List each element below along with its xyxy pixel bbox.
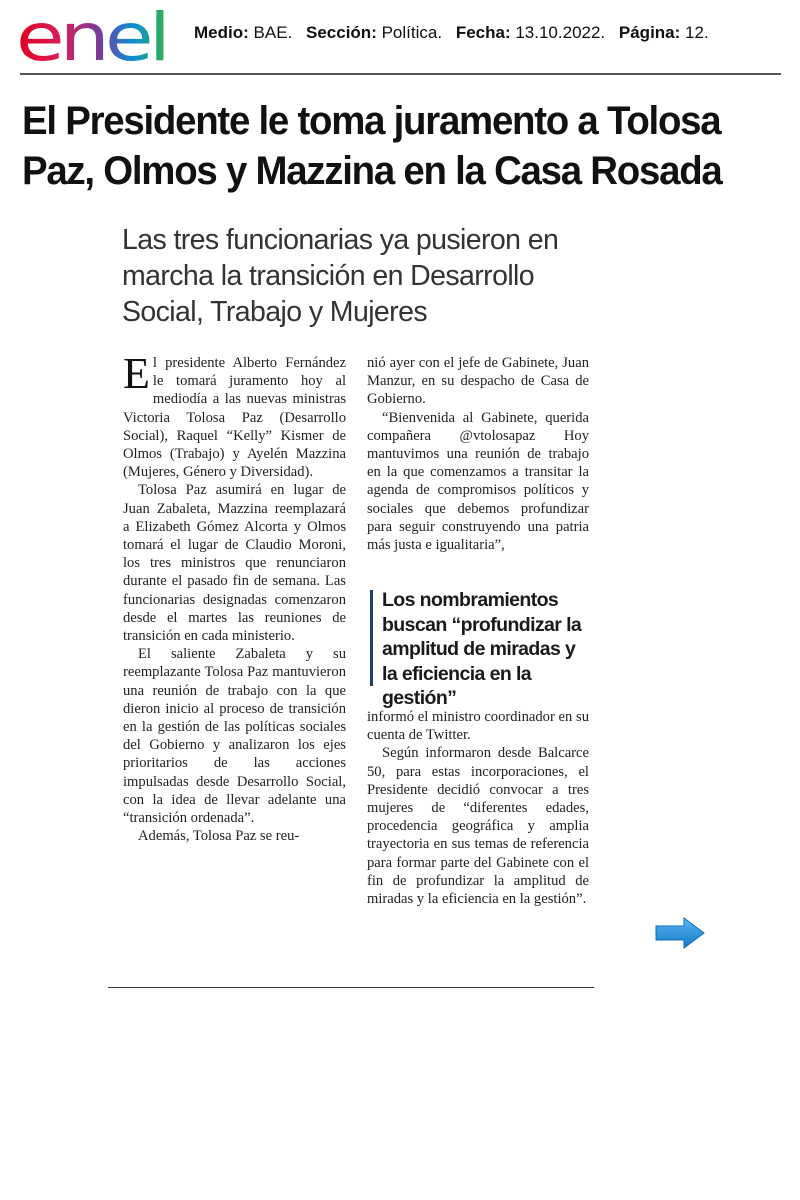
article-subhead: Las tres funcionarias ya pusieron en marcha la transición en Desarrollo Social, Trabajo y Mujeres: [122, 224, 559, 328]
article-paragraph: El presidente Alberto Fernández le tomará juramento hoy al mediodía a las nuevas ministras Victoria Tolosa Paz (Desarrollo Social), Raquel “Kelly” Kismer de Olmos (Trabajo) y Ayelén Mazzina (Mujeres, Género y Diversidad).: [123, 349, 346, 481]
article-paragraph: Tolosa Paz asumirá en lugar de Juan Zabaleta, Mazzina reemplazará a Elizabeth Gómez Alcorta y Olmos tomará el lugar de Claudio Moroni, los tres ministros que renunciaron durante el pasado fin de semana. Las funcionarias designadas comenzaron desde el martes las reuniones de transición en cada ministerio.: [123, 482, 346, 645]
article-column-2-top: [367, 354, 589, 554]
pagina-label: Página:: [618, 23, 681, 42]
enel-logo: [16, 8, 172, 66]
pull-quote-bar: [370, 590, 373, 686]
article-paragraph: El saliente Zabaleta y su reemplazante Tolosa Paz mantuvieron una reunión de trabajo con la que dieron inicio al proceso de transición en la gestión de las políticas sociales del Gobierno y analizaron los ejes prioritarios de las acciones impulsadas desde Desarrollo Social, con la idea de llevar adelante una “transición ordenada”.: [123, 646, 346, 827]
clipping-header: [0, 0, 800, 76]
pull-quote-text: Los nombramientos buscan “profundizar la amplitud de miradas y la eficiencia en la gestión”: [382, 589, 582, 709]
article-end-rule: [108, 987, 594, 988]
logo-text: enel: [16, 8, 166, 66]
article-paragraph: nió ayer con el jefe de Gabinete, Juan Manzur, en su despacho de Casa de Gobierno.: [367, 355, 589, 408]
medio-value: BAE.: [253, 23, 293, 42]
header-divider: [20, 73, 781, 75]
fecha-label: Fecha:: [455, 23, 511, 42]
article-headline: El Presidente le toma juramento a Tolosa Paz, Olmos y Mazzina en la Casa Rosada: [22, 99, 722, 193]
seccion-label: Sección:: [306, 23, 377, 42]
article-paragraph: Según informaron desde Balcarce 50, para estas incorporaciones, el Presidente decidió convocar a tres mujeres de “diferentes edades, procedencia geográfica y amplia trayectoria en sus temas de referencia para formar parte del Gabinete con el fin de profundizar la amplitud de miradas y la eficiencia en la gestión”.: [367, 745, 589, 908]
right-arrow-icon[interactable]: [654, 916, 706, 950]
pagina-value: 12.: [685, 23, 709, 42]
pull-quote: [370, 588, 592, 709]
drop-cap: E: [123, 349, 150, 398]
article-paragraph: Además, Tolosa Paz se reu-: [138, 828, 300, 845]
clipping-meta: [194, 23, 709, 43]
article-paragraph: “Bienvenida al Gabinete, querida compañera @vtolosapaz Hoy mantuvimos una reunión de trabajo en la que comenzamos a transitar la agenda de compromisos políticos y sociales que debemos profundizar para seguir construyendo una patria más justa e igualitaria”,: [367, 409, 589, 554]
seccion-value: Política.: [381, 23, 443, 42]
medio-label: Medio:: [194, 23, 249, 42]
article-paragraph: informó el ministro coordinador en su cuenta de Twitter.: [367, 709, 589, 744]
article-column-2-bottom: [367, 708, 589, 908]
fecha-value: 13.10.2022.: [515, 23, 606, 42]
article-column-1: [123, 349, 346, 845]
